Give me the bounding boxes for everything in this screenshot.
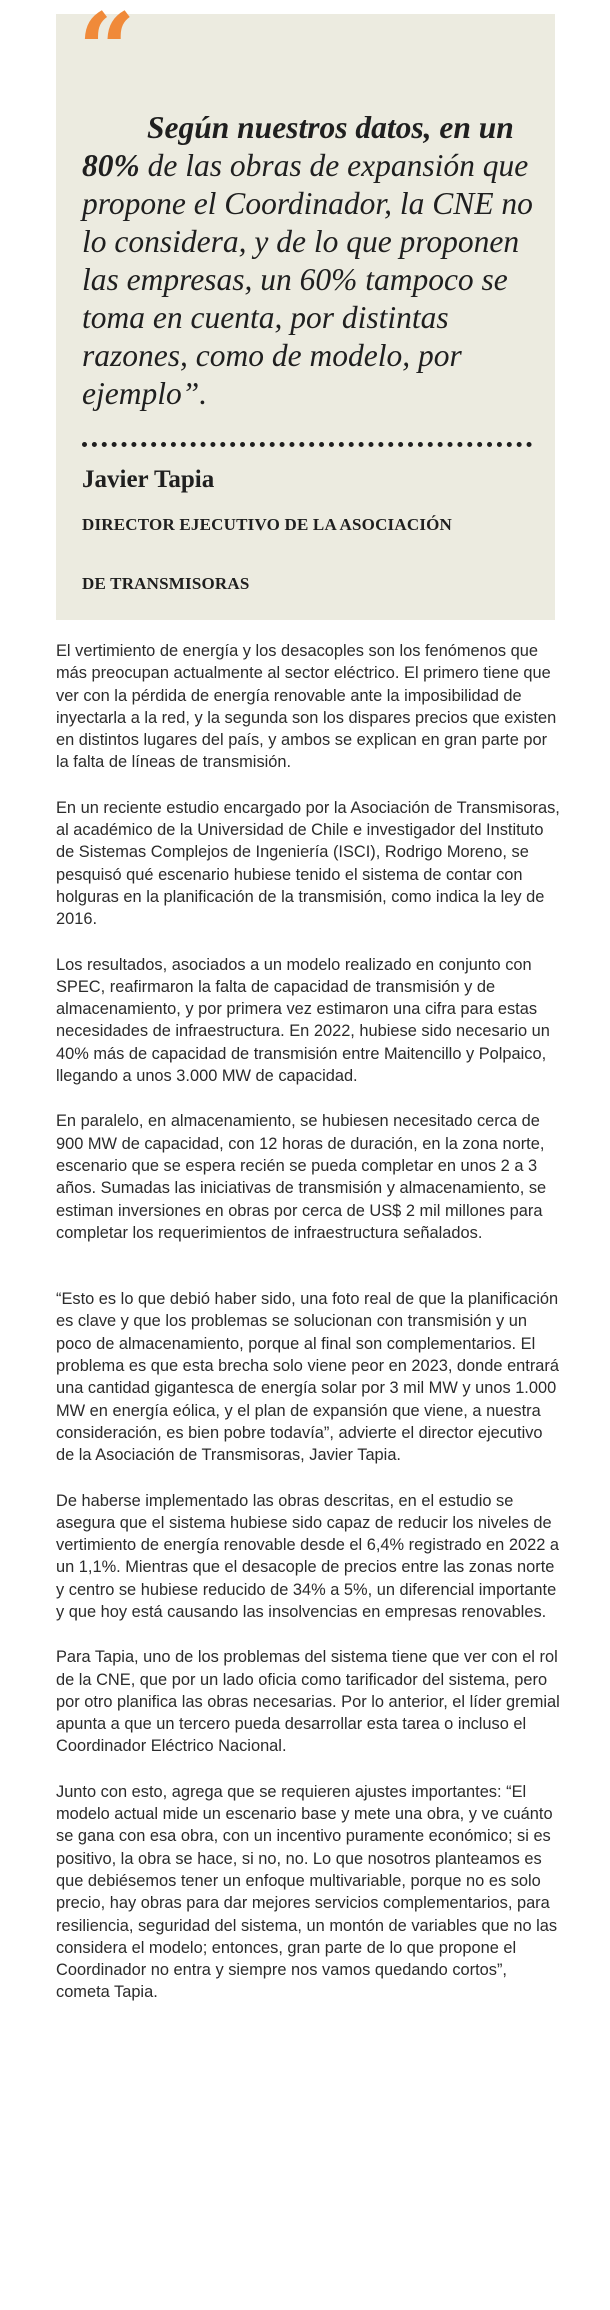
article-paragraph: En un reciente estudio encargado por la Asociación de Transmisoras, al académico de la Universidad de Chile e investigador del Instituto de Sistemas Complejos de Ingeniería (ISCI), Rodrigo Moreno, se pesquisó qué escenario hubiese tenido el sistema de contar con holguras en la planificación de la transmisión, como indica la ley de 2016. bbox=[56, 798, 560, 929]
quote-author-role-line-2: DE TRANSMISORAS bbox=[82, 574, 250, 593]
article-paragraph: Para Tapia, uno de los problemas del sistema tiene que ver con el rol de la CNE, que por un lado oficia como tarificador del sistema, pero por otro planifica las obras necesarias. Por lo anterior, el líder gremial apunta a que un tercero pueda desarrollar esta tarea o incluso el Coordinador Eléctrico Nacional. bbox=[56, 1648, 560, 1756]
article-paragraph: Junto con esto, agrega que se requieren ajustes importantes: “El modelo actual mide un escenario base y mete una obra, y ve cuánto se gana con esa obra, con un incentivo puramente económico; si es positivo, la obra se hace, si no, no. Lo que nosotros planteamos es que debiésemos tener un enfoque multivariable, porque no es solo precio, hay obras para dar mejores servicios complementarios, para resiliencia, seguridad del sistema, un montón de variables que no las considera el modelo; entonces, gran parte de lo que propone el Coordinador no entra y siempre nos vamos quedando cortos”, cometa Tapia. bbox=[56, 1782, 558, 2002]
article-paragraph: En paralelo, en almacenamiento, se hubiesen necesitado cerca de 900 MW de capacidad, con 12 horas de duración, en la zona norte, escenario que se espera recién se pueda completar en unos 2 a 3 años. Sumadas las iniciativas de transmisión y almacenamiento, se estiman inversiones en obras por cerca de US$ 2 mil millones para completar los requerimientos de infraestructura señalados. bbox=[56, 1112, 547, 1242]
quote-author-role-line-1: DIRECTOR EJECUTIVO DE LA ASOCIACIÓN bbox=[82, 515, 453, 534]
article-paragraph: De haberse implementado las obras descritas, en el estudio se asegura que el sistema hubiese sido capaz de reducir los niveles de vertimiento de energía renovable desde el 6,4% registrado en 2022 a un 1,1%. Mientras que el desacople de precios entre las zonas norte y centro se hubiese reducido de 34% a 5%, un diferencial importante y que hoy está causando las insolvencias en empresas renovables. bbox=[56, 1491, 559, 1621]
pull-quote-text bbox=[82, 109, 542, 413]
quote-mark-icon: “ bbox=[78, 0, 136, 109]
pull-quote-box bbox=[56, 0, 555, 620]
pull-quote-body: de las obras de expansión que propone el Coordinador, la CNE no lo considera, y de lo que proponen las empresas, un 60% tampoco se toma en cuenta, por distintas razones, como de modelo, por ejemplo”. bbox=[82, 148, 533, 411]
dotted-divider bbox=[82, 442, 532, 447]
article-paragraph: El vertimiento de energía y los desacoples son los fenómenos que más preocupan actualmente al sector eléctrico. El primero tiene que ver con la pérdida de energía renovable ante la imposibilidad de inyectarla a la red, y la segunda son los dispares precios que existen en distintos lugares del país, y ambos se explican en gran parte por la falta de líneas de transmisión. bbox=[56, 642, 557, 772]
article-body bbox=[56, 640, 561, 2027]
pull-quote-highlight: Según nuestros datos, en un 80% bbox=[82, 110, 514, 183]
article-paragraph: “Esto es lo que debió haber sido, una foto real de que la planificación es clave y que los problemas se solucionan con transmisión y un poco de almacenamiento, porque al final son complementarios. El problema es que esta brecha solo viene peor en 2023, donde entrará una cantidad gigantesca de energía solar por 3 mil MW y unos 1.000 MW en energía eólica, y el plan de expansión que viene, a nuestra consideración, es bien pobre todavía”, advierte el director ejecutivo de la Asociación de Transmisoras, Javier Tapia. bbox=[56, 1290, 559, 1465]
article-paragraph: Los resultados, asociados a un modelo realizado en conjunto con SPEC, reafirmaron la falta de capacidad de transmisión y de almacenamiento, y por primera vez estimaron una cifra para estas necesidades de infraestructura. En 2022, hubiese sido necesario un 40% más de capacidad de transmisión entre Maitencillo y Polpaico, llegando a unos 3.000 MW de capacidad. bbox=[56, 955, 550, 1086]
quote-author: Javier Tapia bbox=[82, 466, 215, 493]
